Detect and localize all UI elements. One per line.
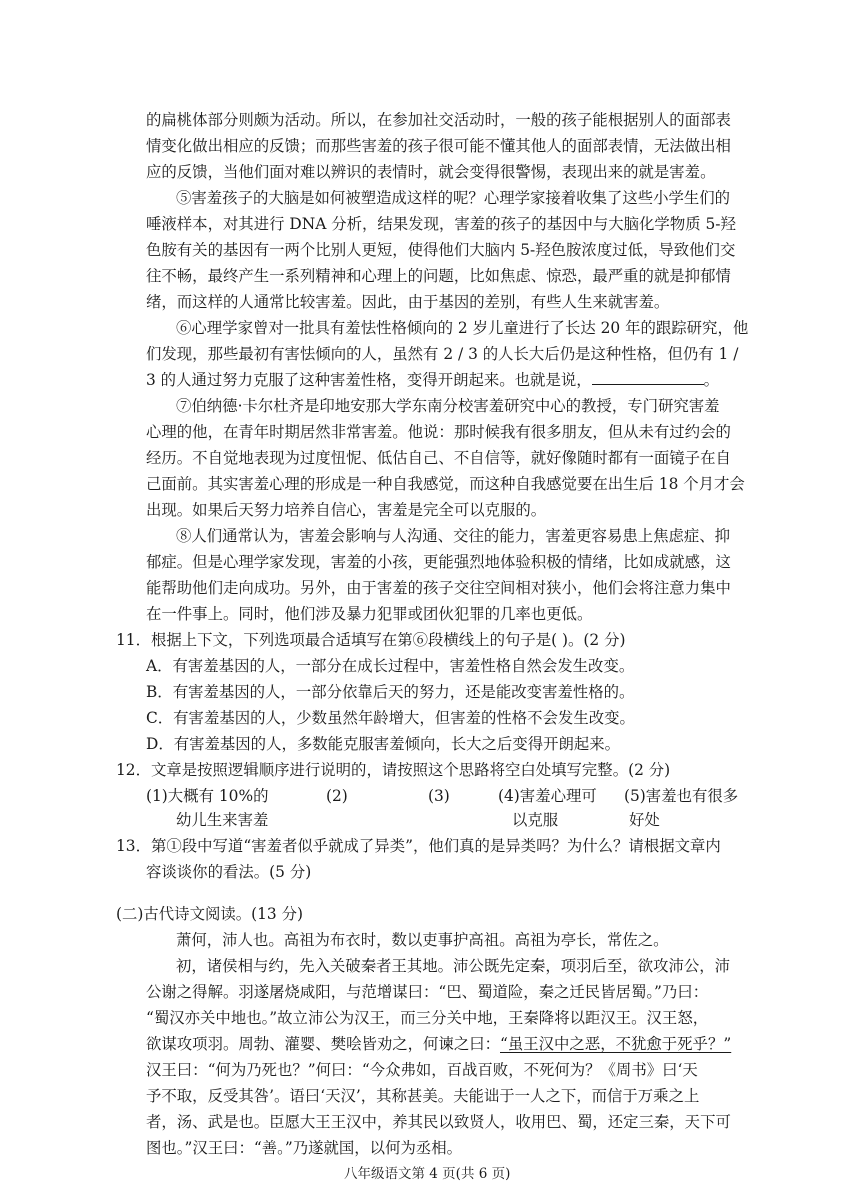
passage-line: ⑥心理学家曾对一批具有羞怯性格倾向的 2 岁儿童进行了长达 20 年的跟踪研究，他 xyxy=(176,319,749,337)
passage-line: 经历。不自觉地表现为过度忸怩、低估自己、不自信等，就好像随时都有一面镜子在自 xyxy=(146,449,731,467)
classical-text: 欲谋攻项羽。周勃、灌婴、樊哙皆劝之，何谏之曰： xyxy=(146,1035,500,1053)
classical-text-line: 萧何，沛人也。高祖为布衣时，数以吏事护高祖。高祖为亭长，常佐之。 xyxy=(176,931,669,949)
page-footer: 八年级语文第 4 页(共 6 页) xyxy=(344,1166,511,1182)
question-13-stem-cont: 容谈谈你的看法。(5 分) xyxy=(146,863,312,881)
passage-line: 的扁桃体部分则颇为活动。所以，在参加社交活动时，一般的孩子能根据别人的面部表 xyxy=(146,111,731,129)
flow-cell-2-top[interactable]: (2) xyxy=(326,787,348,805)
passage-line: 能帮助他们走向成功。另外，由于害羞的孩子交往空间相对狭小，他们会将注意力集中 xyxy=(146,579,731,597)
passage-line: 们发现，那些最初有害怯倾向的人，虽然有 2 / 3 的人长大后仍是这种性格，但仍有 1 / xyxy=(146,345,739,363)
passage-line: 应的反馈，当他们面对难以辨识的表情时，就会变得很警惕，表现出来的就是害羞。 xyxy=(146,163,716,181)
passage-line: 郁症。但是心理学家发现，害羞的小孩，更能强烈地体验积极的情绪，比如成就感，这 xyxy=(146,553,731,571)
question-12-stem: 12．文章是按照逻辑顺序进行说明的，请按照这个思路将空白处填写完整。(2 分) xyxy=(116,761,671,779)
fill-in-blank[interactable] xyxy=(592,370,704,385)
passage-line: ⑧人们通常认为，害羞会影响与人沟通、交往的能力，害羞更容易患上焦虑症、抑 xyxy=(176,527,731,545)
classical-text-line xyxy=(146,1034,731,1054)
passage-line: 往不畅，最终产生一系列精神和心理上的问题，比如焦虑、惊恐，最严重的就是抑郁情 xyxy=(146,267,731,285)
passage-text: 。 xyxy=(703,371,720,389)
passage-line: 情变化做出相应的反馈；而那些害羞的孩子很可能不懂其他人的面部表情，无法做出相 xyxy=(146,137,731,155)
passage-line: 心理的他，在青年时期居然非常害羞。他说：那时候我有很多朋友，但从未有过约会的 xyxy=(146,423,731,441)
question-13-stem: 13．第①段中写道“害羞者似乎就成了异类”，他们真的是异类吗？为什么？请根据文章内 xyxy=(116,837,721,855)
classical-text-line: “蜀汉亦关中地也。”故立沛公为汉王，而三分关中地，王秦降将以距汉王。汉王怒， xyxy=(146,1009,709,1027)
classical-text-line: 公谢之得解。羽遂屠烧咸阳，与范增谋曰：“巴、蜀道险，秦之迁民皆居蜀。”乃曰： xyxy=(146,983,709,1001)
flow-cell-1-top: (1)大概有 10%的 xyxy=(146,787,269,805)
flow-cell-4-top: (4)害羞心理可 xyxy=(498,787,597,805)
underlined-sentence: “虽王汉中之恶，不犹愈于死乎？” xyxy=(500,1035,732,1053)
option-a[interactable]: A．有害羞基因的人，一部分在成长过程中，害羞性格自然会发生改变。 xyxy=(146,657,635,675)
passage-line: ⑦伯纳德·卡尔杜齐是印地安那大学东南分校害羞研究中心的教授，专门研究害羞 xyxy=(176,397,720,415)
passage-line: 己面前。其实害羞心理的形成是一种自我感觉，而这种自我感觉要在出生后 18 个月才会 xyxy=(146,475,745,493)
question-11-stem: 11．根据上下文，下列选项最合适填写在第⑥段横线上的句子是( )。(2 分) xyxy=(116,631,626,649)
option-b[interactable]: B．有害羞基因的人，一部分依靠后天的努力，还是能改变害羞性格的。 xyxy=(146,683,635,701)
option-d[interactable]: D．有害羞基因的人，多数能克服害羞倾向，长大之后变得开朗起来。 xyxy=(146,735,621,753)
passage-line: 出现。如果后天努力培养自信心，害羞是完全可以克服的。 xyxy=(146,501,547,519)
classical-text-line: 予不取，反受其咎’。语曰‘天汉’，其称甚美。夫能诎于一人之下，而信于万乘之上 xyxy=(146,1087,700,1105)
classical-text-line: 汉王曰：“何为乃死也？”何曰：“今众弗如，百战百败，不死何为？《周书》曰‘天 xyxy=(146,1061,698,1079)
passage-line: 绪，而这样的人通常比较害羞。因此，由于基因的差别，有些人生来就害羞。 xyxy=(146,293,670,311)
flow-cell-5-bottom: 好处 xyxy=(629,811,660,829)
section-heading: (二)古代诗文阅读。(13 分) xyxy=(116,905,304,923)
passage-line: ⑤害羞孩子的大脑是如何被塑造成这样的呢？心理学家接着收集了这些小学生们的 xyxy=(176,189,731,207)
classical-text-line: 者，汤、武是也。臣愿大王王汉中，养其民以致贤人，收用巴、蜀，还定三秦，天下可 xyxy=(146,1113,731,1131)
passage-line: 色胺有关的基因有一两个比别人更短，使得他们大脑内 5-羟色胺浓度过低，导致他们交 xyxy=(146,241,736,259)
flow-cell-1-bottom: 幼儿生来害羞 xyxy=(176,811,269,829)
passage-text: 3 的人通过努力克服了这种害羞性格，变得开朗起来。也就是说， xyxy=(146,371,592,389)
flow-cell-5-top: (5)害羞也有很多 xyxy=(624,787,739,805)
option-c[interactable]: C．有害羞基因的人，少数虽然年龄增大，但害羞的性格不会发生改变。 xyxy=(146,709,635,727)
classical-text-line: 图也。”汉王曰：“善。”乃遂就国，以何为丞相。 xyxy=(146,1139,463,1157)
passage-line: 唾液样本，对其进行 DNA 分析，结果发现，害羞的孩子的基因中与大脑化学物质 5-羟 xyxy=(146,215,736,233)
flow-cell-3-top[interactable]: (3) xyxy=(428,787,450,805)
passage-line-with-blank xyxy=(146,370,719,390)
classical-text-line: 初，诸侯相与约，先入关破秦者王其地。沛公既先定秦，项羽后至，欲攻沛公，沛 xyxy=(176,957,731,975)
passage-line: 在一件事上。同时，他们涉及暴力犯罪或团伙犯罪的几率也更低。 xyxy=(146,605,593,623)
flow-cell-4-bottom: 以克服 xyxy=(512,811,559,829)
